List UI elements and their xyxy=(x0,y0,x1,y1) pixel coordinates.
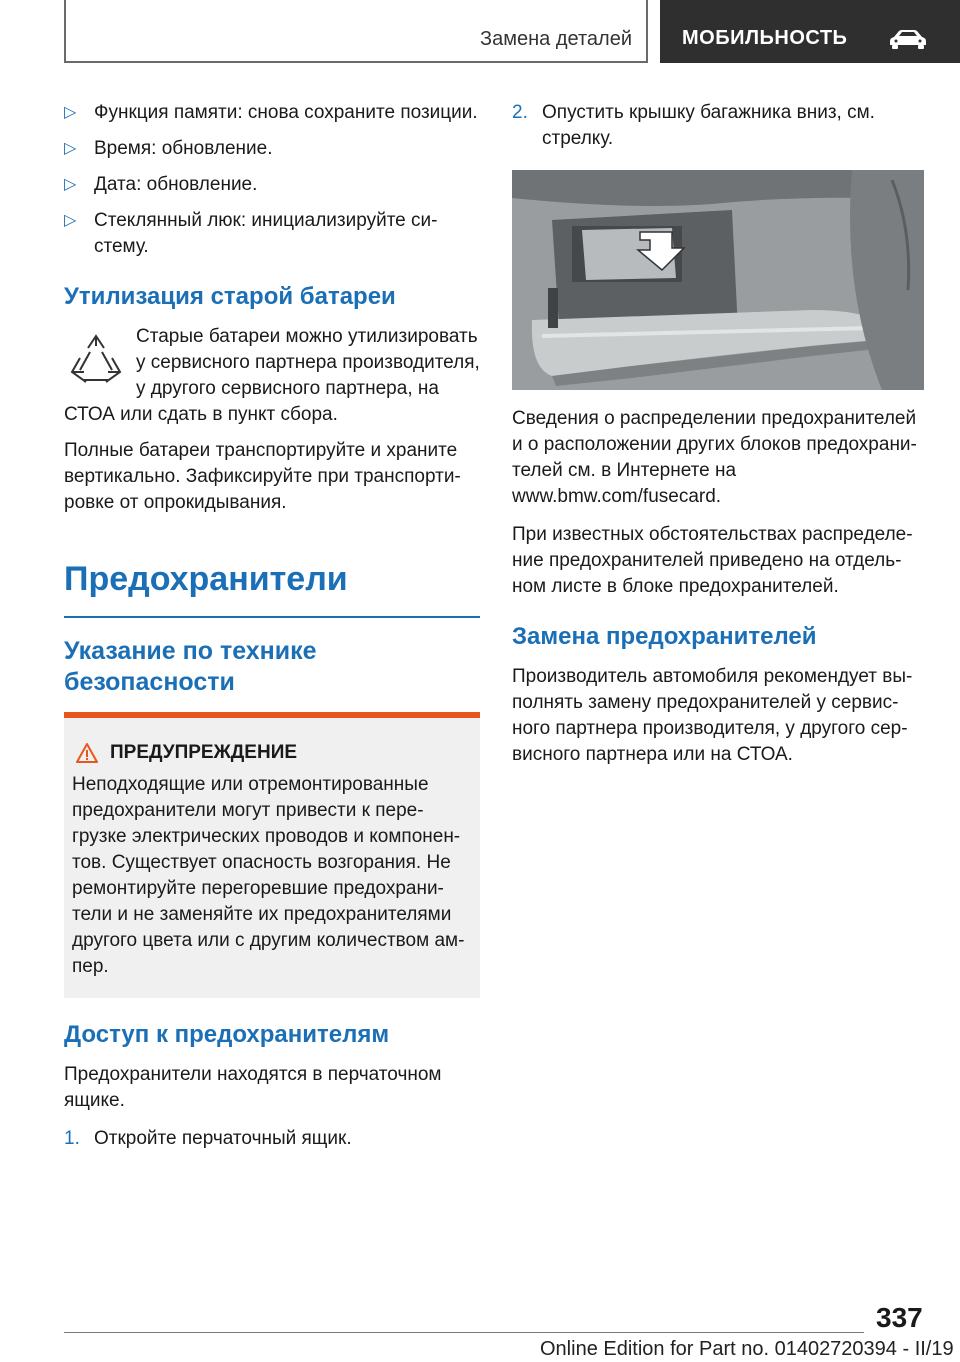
battery-heading: Утилизация старой батареи xyxy=(64,283,396,310)
footer-edition: Online Edition for Part no. 01402720394 - II/19 xyxy=(540,1338,954,1360)
glovebox-photo xyxy=(512,170,924,390)
title-divider xyxy=(64,616,480,618)
page-number: 337 xyxy=(876,1302,923,1333)
left-column xyxy=(64,100,480,1162)
triangle-bullet-icon: ▷ xyxy=(64,104,77,121)
right-column xyxy=(512,100,924,780)
warning-box xyxy=(64,718,480,998)
footer-divider xyxy=(64,1332,864,1333)
info-paragraph: Сведения о распределении предохранителей и о расположении других блоков предохрани-телей см. в Интернете на www.bmw.com/fusecard. xyxy=(512,408,917,507)
header-section-title: Замена деталей xyxy=(480,28,632,50)
step-number: 2. xyxy=(512,102,528,123)
access-paragraph: Предохранители находятся в перчаточном ящике. xyxy=(64,1064,442,1111)
warning-title-row xyxy=(72,740,470,766)
info-paragraph-2: При известных обстоятельствах распределе-ние предохранителей приведено на отдель-ном листе в блоке предохранителей. xyxy=(512,524,913,597)
triangle-bullet-icon: ▷ xyxy=(64,212,77,229)
triangle-bullet-icon: ▷ xyxy=(64,140,77,157)
bullet-item xyxy=(64,100,480,126)
recycle-icon xyxy=(66,332,126,392)
step-text: Опустить крышку багажника вниз, см. стрелку. xyxy=(542,102,875,149)
header-section-box xyxy=(64,0,648,63)
bullet-text: Стеклянный люк: инициализируйте си-стему. xyxy=(94,210,438,257)
step-number: 1. xyxy=(64,1128,80,1149)
header-chapter-box xyxy=(660,0,960,63)
bullet-item xyxy=(64,208,480,260)
fuses-title: Предохранители xyxy=(64,560,348,598)
battery-paragraph-2: Полные батареи транспортируйте и храните вертикально. Зафиксируйте при транспорти-ровке от опрокидывания. xyxy=(64,440,461,513)
header-chapter-title: МОБИЛЬНОСТЬ xyxy=(682,27,848,49)
access-heading: Доступ к предохранителям xyxy=(64,1021,390,1048)
safety-heading: Указание по технике безопасности xyxy=(64,637,317,696)
bullet-item xyxy=(64,136,480,162)
bullet-item xyxy=(64,172,480,198)
bullet-text: Функция памяти: снова сохраните позиции. xyxy=(94,102,478,123)
warning-title: ПРЕДУПРЕЖДЕНИЕ xyxy=(110,742,298,763)
bullet-text: Дата: обновление. xyxy=(94,174,258,195)
replace-paragraph: Производитель автомобиля рекомендует вы-полнять замену предохранителей у сервис-ного партнера производителя, у другого сер-висного партнера или на СТОА. xyxy=(512,666,913,765)
battery-paragraph: Старые батареи можно утилизировать у сервисного партнера производителя, у другого сервисного партнера, на СТОА или сдать в пункт сбора. xyxy=(64,326,480,425)
step-item xyxy=(64,1126,480,1152)
step-item xyxy=(512,100,924,152)
warning-triangle-icon xyxy=(76,742,98,764)
triangle-bullet-icon: ▷ xyxy=(64,176,77,193)
warning-text: Неподходящие или отремонтированные предохранители могут привести к пере-грузке электрических проводов и компонен-тов. Существует опасность возгорания. Не ремонтируйте перегоревшие предохрани-тели и не заменяйте их предохранителями другого цвета или с другим количеством ам-пер. xyxy=(72,774,465,977)
bullet-text: Время: обновление. xyxy=(94,138,273,159)
replace-heading: Замена предохранителей xyxy=(512,623,817,650)
step-text: Откройте перчаточный ящик. xyxy=(94,1128,352,1149)
car-icon xyxy=(888,28,928,50)
recycle-block xyxy=(64,324,480,428)
